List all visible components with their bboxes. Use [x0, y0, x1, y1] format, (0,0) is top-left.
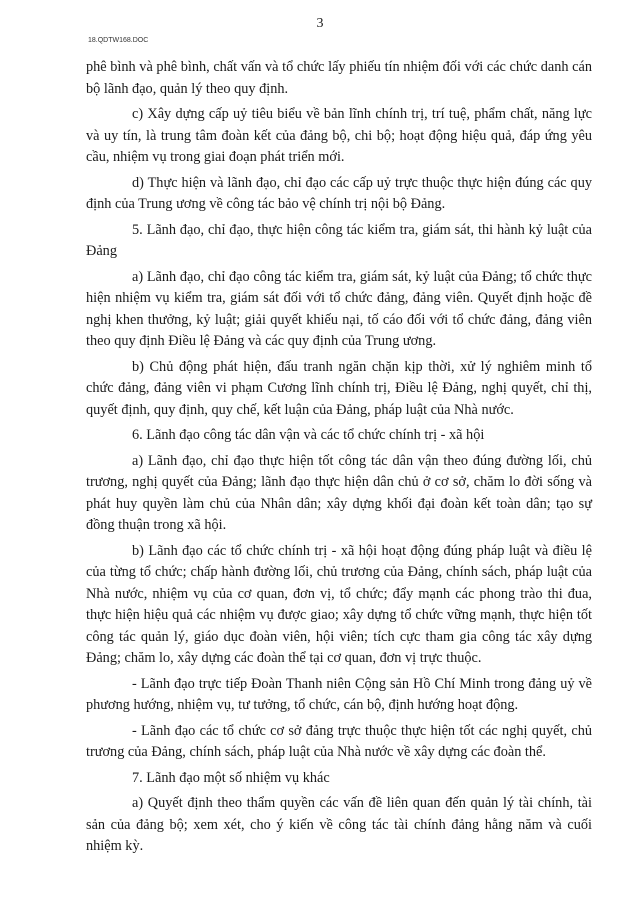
bullet-youth-union: - Lãnh đạo trực tiếp Đoàn Thanh niên Cộng sản Hồ Chí Minh trong đảng uỷ về phương hướng, nhiệm vụ, tư tưởng, tổ chức, cán bộ, định hướng hoạt động. — [86, 675, 592, 713]
section-heading-6: 6. Lãnh đạo công tác dân vận và các tổ chức chính trị - xã hội — [132, 427, 485, 443]
section-heading-5: 5. Lãnh đạo, chỉ đạo, thực hiện công tác kiểm tra, giám sát, thi hành kỷ luật của Đảng — [86, 221, 592, 259]
paragraph-6b: b) Lãnh đạo các tổ chức chính trị - xã hội hoạt động đúng pháp luật và điều lệ của từng tổ chức; chấp hành đường lối, chủ trương của Đảng, chính sách, pháp luật của Nhà nước, nhiệm vụ của cơ quan, đơn vị, tổ chức; đẩy mạnh các phong trào thi đua, thực hiện hiệu quả các nhiệm vụ được giao; xây dựng tổ chức vững mạnh, thực hiện tốt công tác quản lý, giáo dục đoàn viên, hội viên; tích cực tham gia công tác xây dựng Đảng; chăm lo, xây dựng các đoàn thể tại cơ quan, đơn vị trực thuộc. — [86, 542, 592, 666]
bullet-mass-organizations: - Lãnh đạo các tổ chức cơ sở đảng trực thuộc thực hiện tốt các nghị quyết, chủ trương của Đảng, chính sách, pháp luật của Nhà nước về xây dựng các đoàn thể. — [86, 722, 592, 760]
paragraph-c: c) Xây dựng cấp uỷ tiêu biểu về bản lĩnh chính trị, trí tuệ, phẩm chất, năng lực và uy tín, là trung tâm đoàn kết của đảng bộ, chi bộ; hoạt động hiệu quả, đáp ứng yêu cầu, nhiệm vụ trong giai đoạn phát triển mới. — [86, 106, 592, 165]
page-number: 3 — [316, 16, 324, 31]
section-heading-7: 7. Lãnh đạo một số nhiệm vụ khác — [132, 769, 330, 786]
paragraph-d: d) Thực hiện và lãnh đạo, chỉ đạo các cấp uỷ trực thuộc thực hiện đúng các quy định của Trung ương về công tác bảo vệ chính trị nội bộ Đảng. — [86, 174, 592, 212]
paragraph-continued: phê bình và phê bình, chất vấn và tổ chức lấy phiếu tín nhiệm đối với các chức danh cán bộ lãnh đạo, quản lý theo quy định. — [86, 59, 592, 97]
paragraph-7a: a) Quyết định theo thẩm quyền các vấn đề liên quan đến quản lý tài chính, tài sản của đảng bộ; xem xét, cho ý kiến về công tác tài chính đảng hằng năm và cuối nhiệm kỳ. — [86, 795, 592, 854]
paragraph-5b: b) Chủ động phát hiện, đấu tranh ngăn chặn kịp thời, xử lý nghiêm minh tổ chức đảng, đảng viên vi phạm Cương lĩnh chính trị, Điều lệ Đảng, nghị quyết, chỉ thị, quyết định, quy định, quy chế, kết luận của Đảng, pháp luật của Nhà nước. — [86, 358, 592, 418]
paragraph-5a: a) Lãnh đạo, chỉ đạo công tác kiểm tra, giám sát, kỷ luật của Đảng; tổ chức thực hiện nhiệm vụ kiểm tra, giám sát đối với tổ chức đảng, đảng viên. Quyết định hoặc đề nghị khen thưởng, kỷ luật; giải quyết khiếu nại, tố cáo đối với tổ chức đảng, đảng viên theo quy định Điều lệ Đảng và các quy định của Trung ương. — [86, 268, 592, 349]
paragraph-6a: a) Lãnh đạo, chỉ đạo thực hiện tốt công tác dân vận theo đúng đường lối, chủ trương, nghị quyết của Đảng; lãnh đạo thực hiện dân chủ ở cơ sở, chăm lo đời sống và phát huy quyền làm chủ của Nhân dân; xây dựng khối đại đoàn kết toàn dân; tạo sự đồng thuận trong xã hội. — [86, 452, 592, 533]
document-body — [86, 57, 592, 862]
document-reference: 18.QDTW168.DOC — [88, 37, 149, 44]
